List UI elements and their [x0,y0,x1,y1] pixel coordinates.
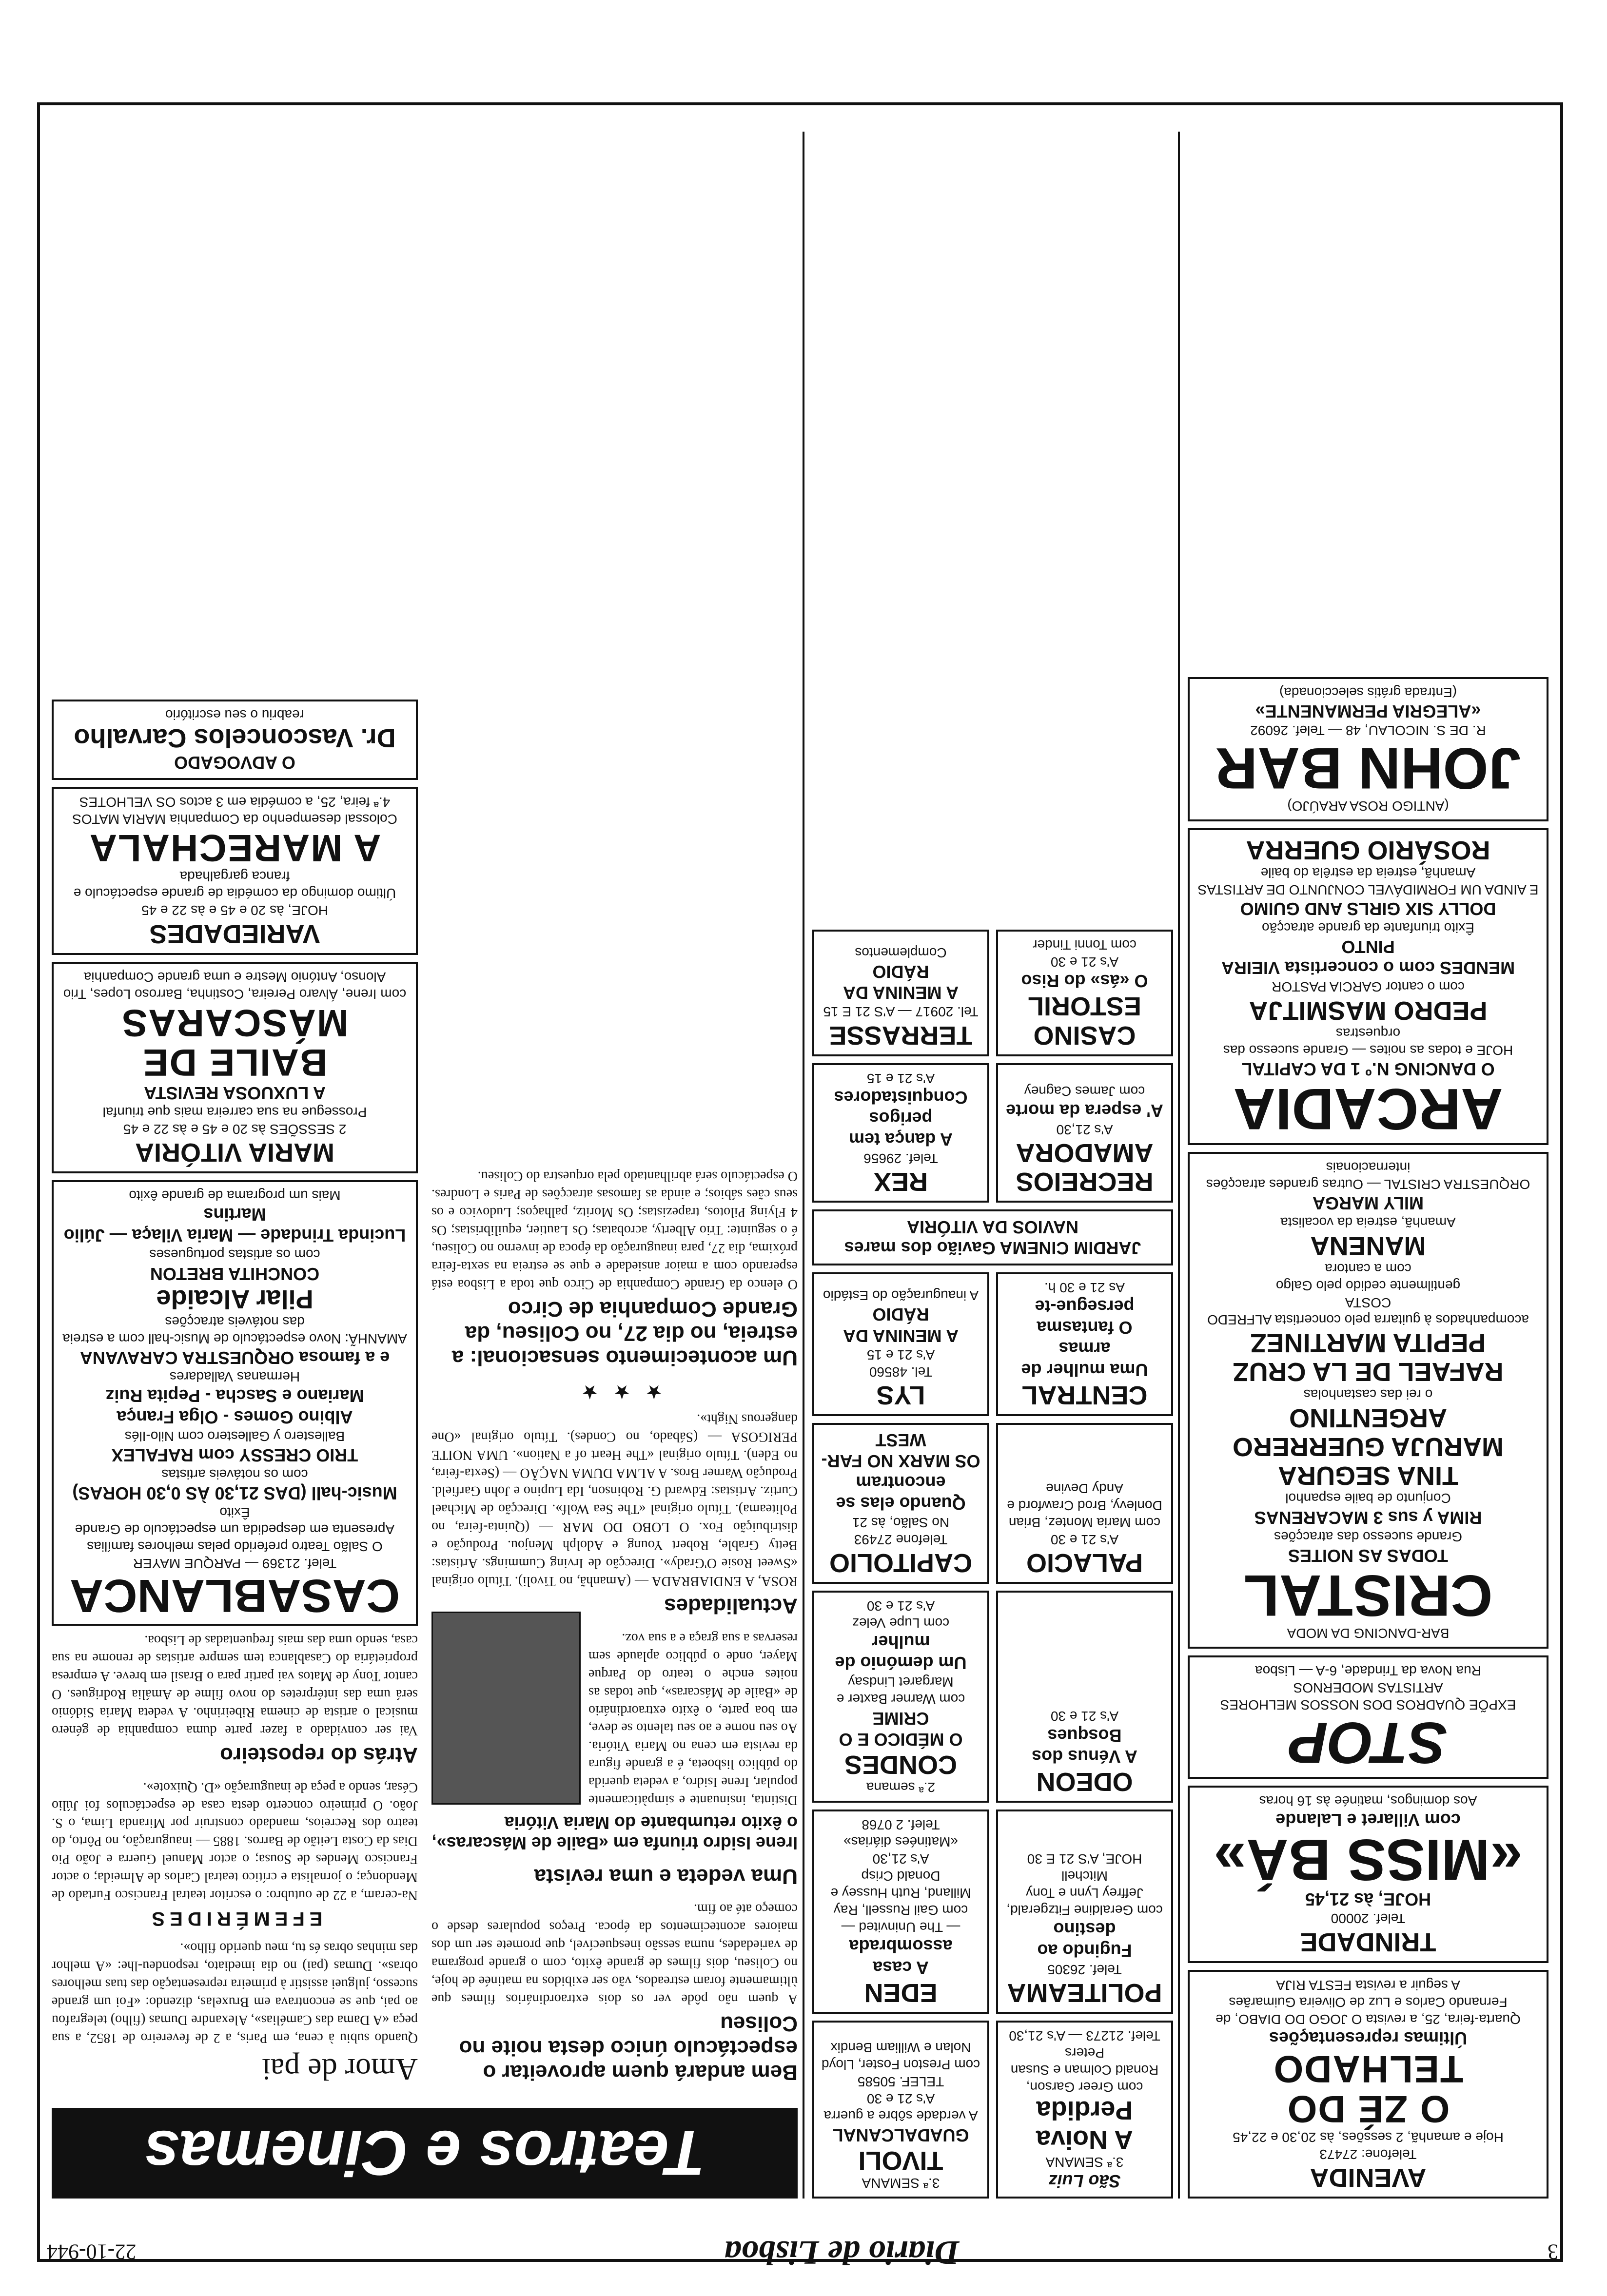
ad-avenida-title: O ZÉ DO TELHADO [1273,2047,1464,2131]
column-rule [803,132,804,2199]
ad-palacio: PALACIO A's 21 e 30 com Maria Montez, Brian Donlevy, Brod Crawford e Andy Devine [996,1423,1173,1584]
ad-sao-luiz: São Luiz 3.ª SEMANA A Noiva Perdida com Greer Garson, Ronald Colman e Susan Peters Telef. 21273 — A's 21,30 [996,2021,1173,2199]
ad-lys: LYS Tel. 48560 A's 21 e 15 A MENINA DA RÁDIO A inauguração do Estádio [812,1272,989,1416]
ad-odeon: ODEON A Vénus dos Bosques A's 21 e 30 [996,1591,1173,1803]
editorial-col-a: Bem andará quem aproveitar o espectáculo único desta noite no Coliseu A quem não pôde ver os dois extraordinários filmes que ùltimamente foram estreados, vão ser exibidos na matinée de hoje, no Coliseu, dois filmes de grande êxito, com o grande programa de variedades, numa sessão inesquecível, que promete ser um dos maiores acontecimentos da época. Preços populares desde o começo até ao fim. Uma vedeta e uma revista Irene Isidro triunfa em «Baile de Máscaras», o êxito retumbante do Maria Vitória Distinta, insinuante e simpàticamente popular, Irene Isidro, a vedeta querida do público lisboeta, é a grande figura da revista em cena no Maria Vitória. Ao seu nome e ao seu talento se deve, em boa parte, o êxito extraordinário de «Baile de Máscaras», que todas as noites enche o teatro do Parque Mayer, onde o público aplaude sem reservas a sua graça e a sua voz. Actualidades ROSA, A ENDIABRADA — (Amanhã, no Tivoli). Título original «Sweet Rosie O'Grady». Direcção de Irving Cummings. Artistas: Betty Grable, Robert Young e Adolph Menjou. Produção e distribuição Fox. O LOBO DO MAR — (Quinta-feira, no Politeama). Título original «The Sea Wolf». Direcção de Michael Curtiz. Artistas: Edward G. Robinson, Ida Lupino e John Garfield. Produção Warner Bros. A ALMA DUMA NAÇÃO — (Sexta-feira, no Eden). Título original «The Heart of a Nation». UMA NOITE PERIGOSA — (Sábado, no Condes). Título original «One dangerous Night». ★★★ Um acontecimento sensacional: a estreia, no dia 27, no Coliseu, da Grande Companhia de Circo O elenco da Grande Companhia de Circo que toda a Lisboa está esperando com a maior ansiedade e que se estreia na sexta-feira próxima, dia 27, para inauguração da época de inverno no Coliseu, é o seguinte: Trio Alberty, acrobatas; Os Lautier, equilibristas; Os 4 Flying Pilotos, trapezistas; Os Moritz, palhaços; Ludovico e os seus cães sábios; e ainda as famosas atracções de Paris e Londres. O espectáculo será abrilhantado pela orquestra do Coliseu. [431,1168,798,2084]
ad-trindade: TRINDADE Telef. 20000 HOJE, às 21,45 «MISS BÁ» com Villaret e Lalande Aos domingos, matinée às 16 horas [1188,1786,1548,1963]
ad-casablanca: CASABLANCA Telef. 21369 — PARQUE MAYER O Salão Teatro preferido pelas melhores famílias Apresenta em despedida um espectáculo de Grande Êxito Music-hall (DAS 21,30 ÀS 0,30 HORAS) com os notáveis artistas TRIO CRESSY com RAFALEX Ballestero y Gallestero com Nilo-Ilés Albino Gomes - Olga França Mariano e Sascha - Pepita Ruiz Hermanas Valladares e a famosa ORQUESTRA CARAVANA AMANHÃ: Novo espectáculo de Music-hall com a estreia das notáveis atracções Pilar Alcaide CONCHITA BRETON com os artistas portugueses Lucinda Trindade — Maria Vilaça — Júlio Martins Mais um programa de grande êxito [52,1180,418,1626]
ad-jardim-cinema: JARDIM CINEMA Gavião dos mares NAVIOS DA VITÓRIA [812,1209,1173,1265]
ad-advogado: O ADVOGADO Dr. Vasconcelos Carvalho reabriu o seu escritório [52,700,418,780]
ad-stop: STOP EXPÕE QUADROS DOS NOSSOS MELHORES ARTISTAS MODERNOS Rua Nova da Trindade, 6-A — Lisboa [1188,1655,1548,1779]
ad-central: CENTRAL Uma mulher de armas O fantasma persegue-te As 21 e 30 h. [996,1272,1173,1416]
ad-maria-vitoria: MARIA VITÓRIA 2 SESSÕES às 20 e 45 e às 22 e 45 Prossegue na sua carreira mais que triunfal A LUXUOSA REVISTA BAILE DE MÁSCARAS com Irene, Álvaro Pereira, Costinha, Barroso Lopes, Trio Alonso, António Mestre e uma grande Companhia [52,962,418,1173]
ad-condes: 2.ª semana CONDES O MÉDICO E O CRIME com Warner Baxter e Margaret Lindsay Um demónio de mulher com Lupe Velez A's 21 e 30 [812,1591,989,1803]
ad-recreios: RECREIOS AMADORA A's 21,30 A' espera da morte com James Cagney [996,1063,1173,1203]
section-separator: ★★★ [566,1381,663,1403]
editorial-col-b: Amor de pai Quando subiu à cena, em Paris, a 2 de fevereiro de 1852, a sua peça «A Dama das Camélias», Alexandre Dumas (filho) telegrafou ao pai, que se encontrava em Bruxelas, dizendo: «Foi um grande sucesso, julguei assistir à primeira representação das tuas melhores obras». Dumas (pai) no dia imediato, respondeu-lhe: «A melhor das minhas obras és tu, meu querido filho». EFEMÉRIDES Na-ceram, a 22 de outubro: o escritor teatral Francisco Furtado de Mendonça; o jornalista e crítico teatral Carlos de Almeida; o actor Francisco Mendes de Sousa; o actor Manuel Guerra e João Pio Dias da Costa Leitão de Barros. 1885 — inauguração, no Pôrto, do teatro dos Recreios, mandado construir por Miranda Lima, o S. João. O primeiro concerto desta casa de espectáculos foi Júlio César, sendo a peça de inauguração «D. Quixote». Atrás do reposteiro Vai ser convidado a fazer parte duma companhia de género musical o artista de cinema Ribeirinho. A vedeta Maria Sidónio será uma das intérpretes do novo filme de Amália Rodrigues. O cantor Tony de Matos vai partir para o Brasil em breve. A empresa proprietária do Casablanca tem sempre artistas de renome na sua casa, sendo uma das mais frequentadas de Lisboa. CASABLANCA Telef. 21369 — PARQUE MAYER O Salão Teatro preferido pelas melhores famílias Apresenta em despedida um espectáculo de Grande Êxito Music-hall (DAS 21,30 ÀS 0,30 HORAS) com os notáveis artistas TRIO CRESSY com RAFALEX Ballestero y Gallestero com Nilo-Ilés Albino Gomes - Olga França Mariano e Sascha - Pepita Ruiz Hermanas Valladares e a famosa ORQUESTRA CARAVANA AMANHÃ: Novo espectáculo de Music-hall com a estreia das notáveis atracções Pilar Alcaide CONCHITA BRETON com os artistas portugueses Lucinda Trindade — Maria Vilaça — Júlio Martins Mais um programa de grande êxito MARIA VITÓRIA 2 SESSÕES às 20 e 45 e às 22 e 45 Prossegue na sua carreira mais que triunfal A LUXUOSA REVISTA BAILE DE MÁSCARAS com Irene, Álvaro Pereira, Costinha, Barroso Lopes, Trio Alonso, António Mestre e uma grande Companhia VARIEDADES HOJE, às 20 e 45 e às 22 e 45 Último domingo da comédia de grande espectáculo e franca gargalhada A MARECHALA Colossal desempenho da Companhia MARIA MATOS 4.ª feira, 25, a comédia em 3 actos OS VELHOTES O ADVOGADO Dr. Vasconcelos Carvalho reabriu o seu escritório [52,693,418,2095]
irene-isidro-photo [431,1612,581,1805]
ad-casablanca-title: CASABLANCA [69,1569,400,1622]
issue-date: 22-10-944 [47,2240,137,2264]
ad-john-bar: (ANTIGO ROSA ARAÚJO) JOHN BAR R. DE S. NICOLAU, 48 — Telef. 26092 «ALEGRIA PERMANENTE» (Entrada grátis seleccionada) [1188,677,1548,821]
page-number: 3 [1548,2240,1558,2264]
ad-cristal-title: CRISTAL [1243,1562,1493,1628]
article-amor-de-pai-title: Amor de pai [262,2052,418,2087]
article-efemerides-title: EFEMÉRIDES [147,1908,323,1930]
ad-politeama: POLITEAMA Telef. 26305 Fugindo ao destino com Geraldine Fitzgerald, Jeffrey Lynn e Tony Mitchell HOJE, A'S 21 E 30 [996,1810,1173,2014]
ad-arcadia: ARCADIA O DANCING N.º 1 DA CAPITAL HOJE e todas as noites — Grande sucesso das orquestras PEDRO MASMITJA com o cantor GARCIA PASTOR MENDES com o concertista VIEIRA PINTO Êxito triunfante da grande atracção DOLLY SIX GIRLS AND GUIMO E AINDA UM FORMIDÁVEL CONJUNTO DE ARTISTAS Amanhã, estreia da estrêla do baile ROSÁRIO GUERRA [1188,828,1548,1145]
ad-arcadia-title: ARCADIA [1233,1076,1503,1142]
column-rule [1178,132,1180,2199]
ad-john-bar-title: JOHN BAR [1215,736,1521,801]
ad-eden: EDEN A casa assombrada — The Uninvited — com Gail Russell, Ray Milland, Ruth Hussey e Donald Crisp A's 21,30 «Matinées diárias» Telef. 2 0768 [812,1810,989,2014]
article-acontecimento-title: Um acontecimento sensacional: a estreia, no dia 27, no Coliseu, da Grande Companhia de Circo [451,1297,798,1370]
newspaper-masthead: Diario de Lisboa [724,2234,960,2271]
ad-marechala: VARIEDADES HOJE, às 20 e 45 e às 22 e 45 Último domingo da comédia de grande espectáculo e franca gargalhada A MARECHALA Colossal desempenho da Companhia MARIA MATOS 4.ª feira, 25, a comédia em 3 actos OS VELHOTES [52,787,418,954]
section-title: Teatros e Cinemas [52,2108,798,2199]
article-bem-andara-title: Bem andará quem aproveitar o espectáculo único desta noite no Coliseu [459,2012,798,2084]
ad-tivoli: 3.ª SEMANA TIVOLI GUADALCANAL A verdade sôbre a guerra A's 21 e 30 TELEF. 50585 com Preston Foster, Lloyd Nolan e William Bendix [812,2021,989,2199]
column-middle [812,132,1173,2199]
article-actualidades-title: Actualidades [664,1594,798,1618]
ad-avenida: AVENIDA Telefone: 27473 Hoje e amanhã, 2 sessões, às 20,30 e 22,45 O ZÉ DO TELHADO Últimas representações Quarta-feira, 25, a revista O JOGO DO DIABO, de Fernando Carlos e Luz de Oliveira Guimarães A seguir a revista FESTA RIJA [1188,1970,1548,2199]
ad-cristal: BAR-DANCING DA MODA CRISTAL TODAS AS NOITES Grande sucesso das atracções RIMA y sus 3 MACARENAS Conjunto de baile espanhol TINA SEGURA MARUJA GUERRERO ARGENTINO o rei das castanholas RAFAEL DE LA CRUZ PEPITA MARTINEZ acompanhados à guitarra pelo concertista ALFREDO COSTA gentilmente cedido pelo Galgo com a cantora MANENA Amanhã, estreia da vocalista MILY MARGA ORQUESTRA CRISTAL — Outras grandes atracções internacionais [1188,1152,1548,1649]
column-right [52,132,798,2199]
article-vedeta-title: Uma vedeta e uma revista [534,1865,798,1889]
ad-rex: REX Telef. 29656 A dança tem perigos Conquistadores A's 21 e 15 [812,1063,989,1203]
article-atras-reposteiro-title: Atrás do reposteiro [220,1743,418,1767]
ad-terrasse: TERRASSE Tel. 20917 — A'S 21 E 15 A MENINA DA RÁDIO Complementos [812,930,989,1056]
ad-estoril: CASINO ESTORIL O «ás» do Riso A's 21 e 30 com Tonni Tinder [996,930,1173,1056]
ad-capitolio: CAPITOLIO Telefone 27493 No Salão, às 21 Quando elas se encontram OS MARX NO FAR-WEST [812,1423,989,1584]
column-left [1188,132,1548,2199]
ad-trindade-title: «MISS BÁ» [1214,1827,1523,1893]
